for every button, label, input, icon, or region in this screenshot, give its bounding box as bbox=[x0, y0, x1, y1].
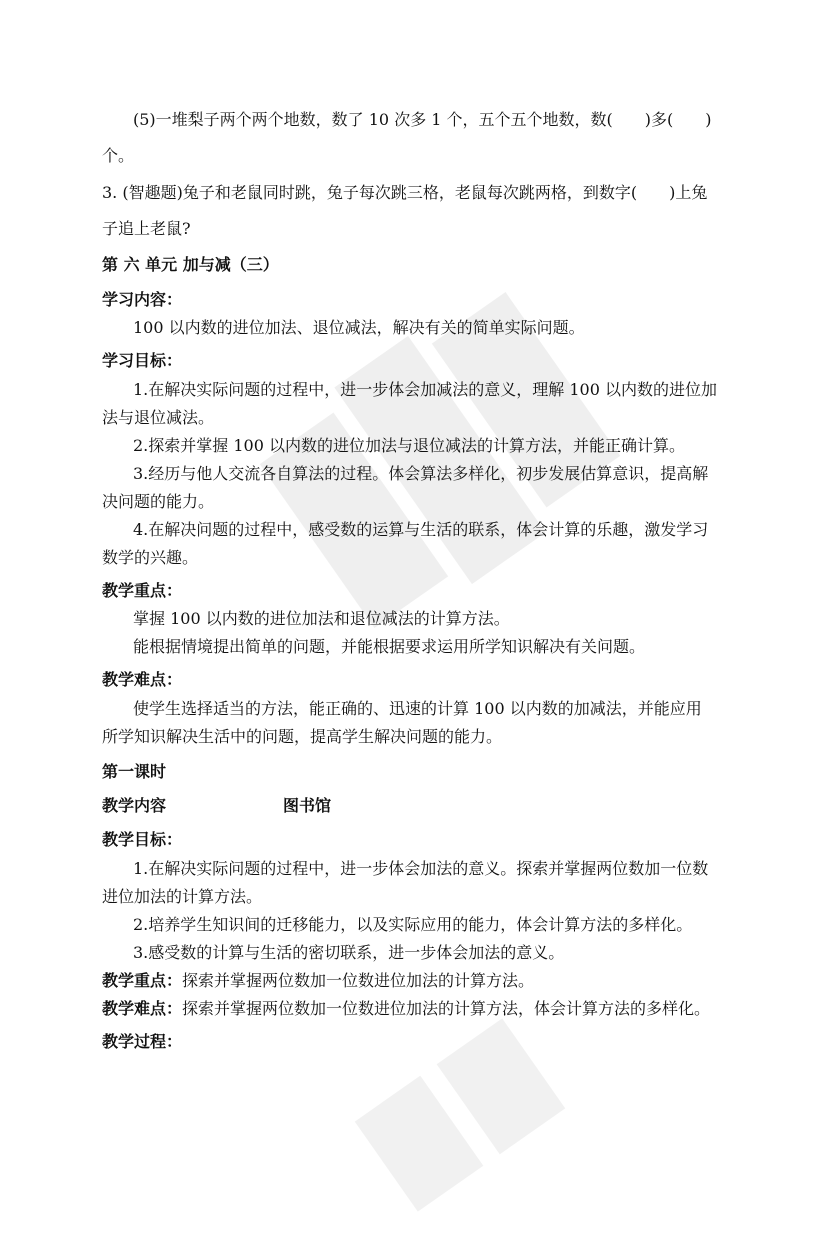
teaching-goal-3: 3.感受数的计算与生活的密切联系，进一步体会加法的意义。 bbox=[133, 943, 565, 962]
teaching-focus-1: 掌握 100 以内数的进位加法和退位减法的计算方法。 bbox=[133, 609, 510, 628]
lesson-difficulty-text: 探索并掌握两位数加一位数进位加法的计算方法，体会计算方法的多样化。 bbox=[182, 999, 711, 1018]
learning-goal-3-line-1: 3.经历与他人交流各自算法的过程。体会算法多样化，初步发展估算意识，提高解 bbox=[133, 464, 709, 483]
learning-goal-3-line-2: 决问题的能力。 bbox=[102, 492, 215, 511]
learning-goal-2: 2.探索并掌握 100 以内数的进位加法与退位减法的计算方法，并能正确计算。 bbox=[133, 436, 685, 455]
teaching-focus-heading: 教学重点： bbox=[102, 581, 183, 600]
teaching-difficulty-line-1: 使学生选择适当的方法，能正确的、迅速的计算 100 以内数的加减法，并能应用 bbox=[133, 699, 702, 718]
teaching-goal-1-line-1: 1.在解决实际问题的过程中，进一步体会加法的意义。探索并掌握两位数加一位数 bbox=[133, 859, 709, 878]
question-3-line-2: 子追上老鼠? bbox=[102, 219, 191, 238]
question-3-line-1: 3. (智趣题)兔子和老鼠同时跳，兔子每次跳三格，老鼠每次跳两格，到数字( )上兔 bbox=[102, 183, 708, 202]
teaching-difficulty-line-2: 所学知识解决生活中的问题，提高学生解决问题的能力。 bbox=[102, 727, 503, 746]
lesson-difficulty-row bbox=[102, 999, 710, 1019]
learning-content-heading: 学习内容： bbox=[102, 290, 183, 309]
lesson-difficulty-label: 教学难点： bbox=[102, 999, 183, 1018]
lesson-one-heading: 第一课时 bbox=[102, 762, 167, 781]
question-5-line-2: 个。 bbox=[102, 146, 135, 165]
lesson-focus-label: 教学重点： bbox=[102, 971, 183, 990]
learning-content-text: 100 以内数的进位加法、退位减法，解决有关的简单实际问题。 bbox=[133, 318, 585, 337]
learning-goal-4-line-2: 数学的兴趣。 bbox=[102, 548, 199, 567]
teaching-process-heading: 教学过程： bbox=[102, 1032, 183, 1051]
watermark-bottom bbox=[335, 996, 585, 1234]
teaching-content-label: 教学内容 bbox=[102, 796, 167, 815]
unit-title: 第 六 单元 加与减（三） bbox=[102, 255, 279, 274]
learning-goal-1-line-1: 1.在解决实际问题的过程中，进一步体会加减法的意义，理解 100 以内数的进位加 bbox=[133, 380, 717, 399]
teaching-goal-2: 2.培养学生知识间的迁移能力，以及实际应用的能力，体会计算方法的多样化。 bbox=[133, 915, 693, 934]
teaching-goals-heading: 教学目标： bbox=[102, 830, 183, 849]
question-5-line-1: (5)一堆梨子两个两个地数，数了 10 次多 1 个，五个五个地数，数( )多( ) bbox=[133, 110, 712, 129]
teaching-content-value: 图书馆 bbox=[283, 796, 332, 815]
lesson-focus-text: 探索并掌握两位数加一位数进位加法的计算方法。 bbox=[182, 971, 535, 990]
teaching-focus-2: 能根据情境提出简单的问题，并能根据要求运用所学知识解决有关问题。 bbox=[133, 637, 646, 656]
learning-goal-1-line-2: 法与退位减法。 bbox=[102, 408, 215, 427]
lesson-focus-row bbox=[102, 971, 534, 991]
teaching-goal-1-line-2: 进位加法的计算方法。 bbox=[102, 887, 263, 906]
learning-goal-4-line-1: 4.在解决问题的过程中，感受数的运算与生活的联系，体会计算的乐趣，激发学习 bbox=[133, 520, 709, 539]
learning-goals-heading: 学习目标： bbox=[102, 351, 183, 370]
teaching-difficulty-heading: 教学难点： bbox=[102, 670, 183, 689]
